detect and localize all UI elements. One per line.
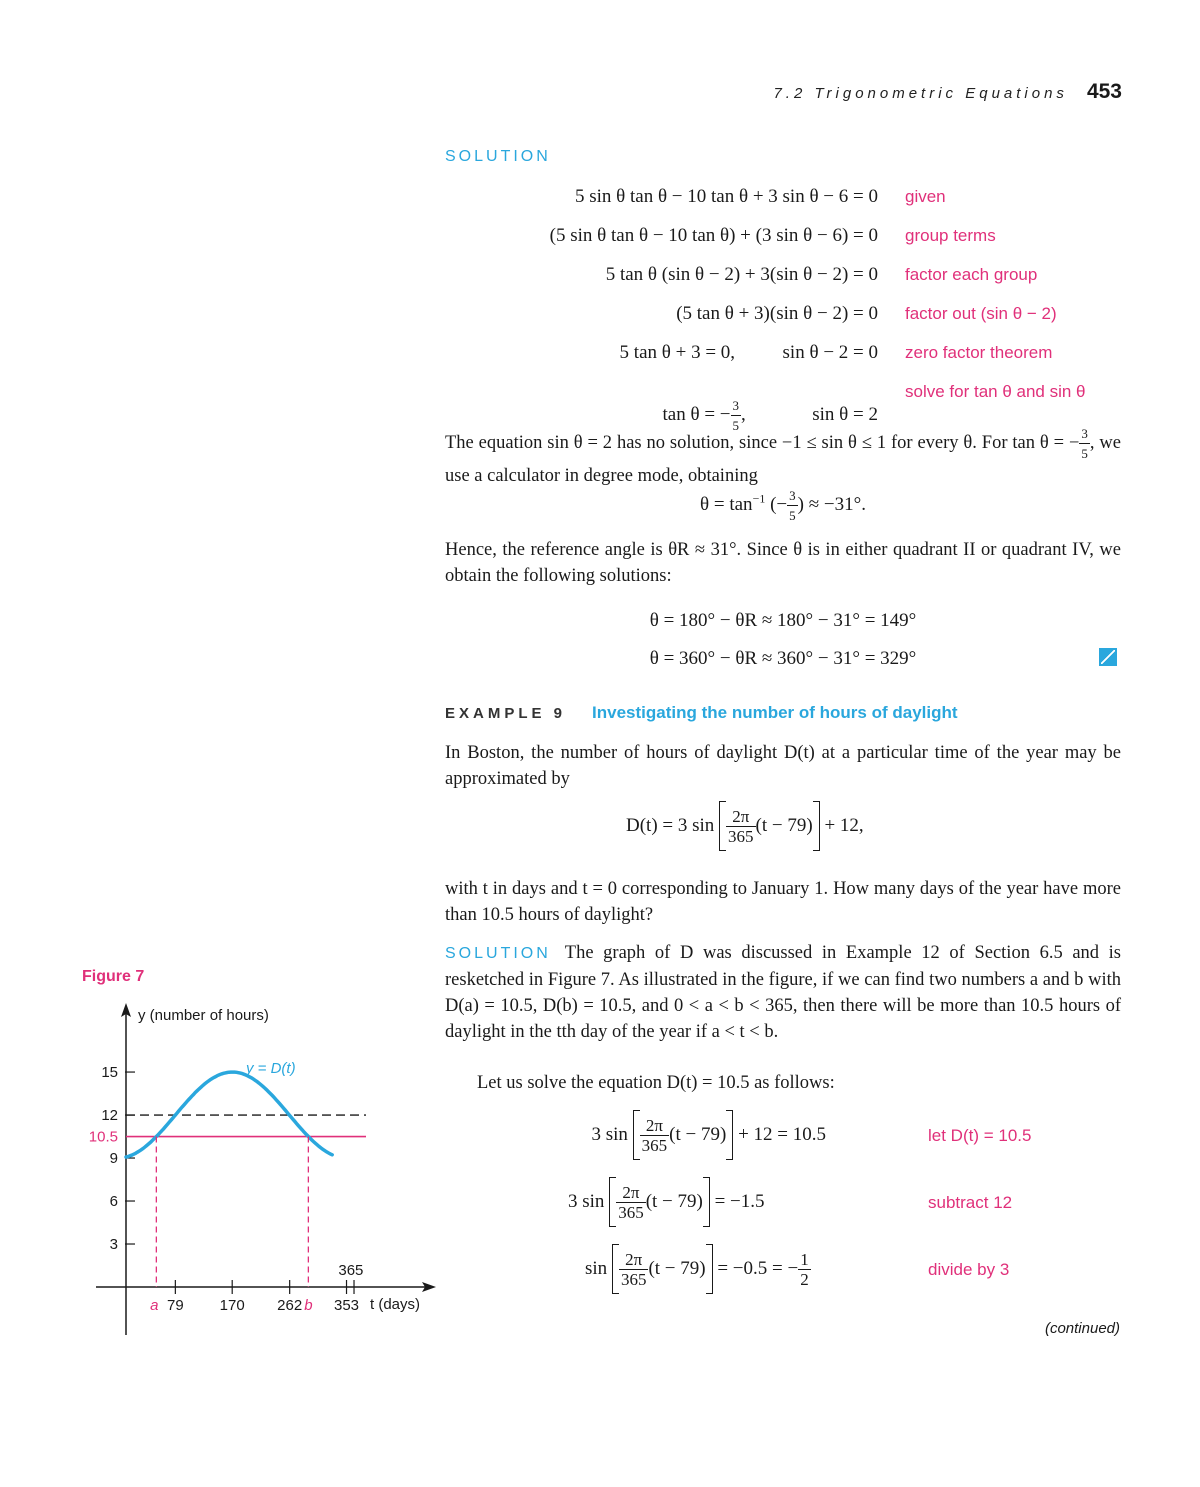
fraction-denominator: 365 bbox=[728, 826, 754, 846]
fraction-numerator: 3 bbox=[787, 486, 798, 506]
formula-right: + 12, bbox=[824, 815, 864, 836]
solve-step bbox=[591, 1110, 826, 1160]
equation-part: ) ≈ −31°. bbox=[797, 493, 866, 515]
y-tick-label: 9 bbox=[109, 1150, 118, 1168]
page-number: 453 bbox=[1086, 80, 1122, 103]
equation-note: group terms bbox=[905, 226, 996, 245]
equation-part: (− bbox=[765, 493, 788, 515]
equation-part: tan θ = − bbox=[662, 403, 731, 425]
equation-note: factor each group bbox=[905, 265, 1038, 284]
daylight-chart bbox=[70, 995, 450, 1340]
fraction bbox=[1079, 424, 1090, 463]
equation-part: θ = tan bbox=[700, 493, 753, 515]
equation-note: given bbox=[905, 187, 946, 206]
right-bracket bbox=[703, 1177, 710, 1227]
step-pre: 3 sin bbox=[568, 1191, 605, 1212]
step-post: = −1.5 bbox=[714, 1191, 765, 1212]
equation-note: zero factor theorem bbox=[905, 343, 1053, 362]
x-tick-label: 170 bbox=[219, 1297, 245, 1314]
fraction-numerator: 3 bbox=[1079, 424, 1090, 444]
equation-step: 5 tan θ (sin θ − 2) + 3(sin θ − 2) = 0 bbox=[605, 264, 878, 285]
fraction bbox=[619, 1250, 649, 1289]
fraction-numerator: 2π bbox=[726, 807, 756, 827]
fraction-numerator: 2π bbox=[616, 1183, 646, 1203]
step-note: divide by 3 bbox=[928, 1260, 1010, 1279]
left-bracket bbox=[612, 1244, 619, 1294]
equation-step: 5 sin θ tan θ − 10 tan θ + 3 sin θ − 6 = 0 bbox=[574, 186, 878, 207]
fraction-numerator: 1 bbox=[800, 1249, 809, 1269]
step-note: let D(t) = 10.5 bbox=[928, 1126, 1032, 1145]
equation-step: 5 tan θ + 3 = 0, sin θ − 2 = 0 bbox=[619, 342, 878, 363]
fraction-denominator: 5 bbox=[1081, 446, 1088, 461]
step-inner: (t − 79) bbox=[648, 1258, 706, 1279]
paragraph: with t in days and t = 0 corresponding to January 1. How many days of the year have more than 10.5 hours of daylight? bbox=[445, 879, 1121, 925]
fraction-numerator: 2π bbox=[619, 1250, 649, 1270]
x-tick-label: 79 bbox=[167, 1297, 184, 1314]
step-pre: 3 sin bbox=[591, 1124, 628, 1145]
formula-left: D(t) = 3 sin bbox=[626, 815, 715, 836]
paragraph bbox=[445, 424, 1121, 489]
left-bracket bbox=[609, 1177, 616, 1227]
x-tick-label: 353 bbox=[334, 1297, 360, 1314]
equation-step: (5 tan θ + 3)(sin θ − 2) = 0 bbox=[676, 303, 878, 324]
centered-equation bbox=[445, 486, 1121, 525]
y-tick-label: 3 bbox=[109, 1236, 118, 1254]
y-axis-label: y (number of hours) bbox=[138, 1007, 269, 1024]
result-equation: θ = 180° − θR ≈ 180° − 31° = 149° bbox=[649, 610, 917, 631]
figure-label: Figure 7 bbox=[82, 968, 145, 985]
equation-part: , sin θ = 2 bbox=[741, 403, 878, 425]
solution-label: SOLUTION bbox=[445, 148, 551, 165]
y-tick-label: 15 bbox=[101, 1064, 118, 1082]
y-tick-label: 6 bbox=[109, 1193, 118, 1211]
y-tick-label: 10.5 bbox=[88, 1128, 118, 1146]
paragraph: In Boston, the number of hours of daylight D(t) at a particular time of the year may be approximated by bbox=[445, 743, 1121, 789]
marker-b: b bbox=[304, 1297, 313, 1314]
example-title: Investigating the number of hours of daylight bbox=[592, 703, 958, 722]
running-header bbox=[0, 80, 1122, 104]
end-of-solution-icon bbox=[1099, 648, 1117, 666]
fraction-numerator: 3 bbox=[731, 396, 742, 416]
fraction bbox=[616, 1183, 646, 1222]
left-bracket bbox=[633, 1110, 640, 1160]
step-post: + 12 = 10.5 bbox=[738, 1124, 826, 1145]
right-bracket bbox=[813, 801, 820, 851]
fraction-denominator: 5 bbox=[732, 418, 739, 433]
step-inner: (t − 79) bbox=[669, 1124, 727, 1145]
paragraph: Hence, the reference angle is θR ≈ 31°. Since θ is in either quadrant II or quadrant IV, we obtain the following solutions: bbox=[445, 540, 1121, 586]
fraction bbox=[798, 1250, 811, 1289]
continued-note: (continued) bbox=[1044, 1320, 1120, 1337]
paragraph bbox=[445, 940, 1121, 1045]
fraction-denominator: 365 bbox=[618, 1202, 644, 1222]
curve-label: y = D(t) bbox=[246, 1060, 296, 1077]
equation-step: (5 sin θ tan θ − 10 tan θ) + (3 sin θ − 6) = 0 bbox=[549, 225, 878, 246]
result-equation: θ = 360° − θR ≈ 360° − 31° = 329° bbox=[649, 648, 917, 669]
right-bracket bbox=[726, 1110, 733, 1160]
x-tick-label: 365 bbox=[338, 1262, 364, 1279]
section-title: 7.2 Trigonometric Equations bbox=[773, 85, 1068, 102]
fraction bbox=[640, 1116, 670, 1155]
example-label: EXAMPLE 9 bbox=[445, 705, 567, 722]
x-axis-label: t (days) bbox=[370, 1296, 421, 1313]
fraction-denominator: 365 bbox=[620, 1269, 647, 1289]
marker-a: a bbox=[150, 1297, 159, 1314]
fraction bbox=[787, 486, 798, 525]
step-inner: (t − 79) bbox=[645, 1191, 703, 1212]
equation-superscript: −1 bbox=[752, 491, 766, 506]
example-heading bbox=[445, 702, 958, 723]
chart-root bbox=[89, 1003, 436, 1335]
left-bracket bbox=[719, 801, 726, 851]
equation-note: factor out (sin θ − 2) bbox=[905, 304, 1057, 323]
solve-step bbox=[568, 1177, 765, 1227]
fraction bbox=[726, 807, 756, 846]
fraction-denominator: 365 bbox=[641, 1135, 668, 1155]
x-tick-label: 262 bbox=[277, 1297, 303, 1314]
formula-inner: (t − 79) bbox=[755, 815, 813, 836]
step-note: subtract 12 bbox=[928, 1193, 1013, 1212]
step-post: = −0.5 = − bbox=[717, 1258, 799, 1279]
solve-step bbox=[585, 1244, 811, 1294]
fraction-denominator: 2 bbox=[800, 1269, 809, 1289]
fraction-denominator: 5 bbox=[789, 508, 796, 523]
solution-label: SOLUTION bbox=[445, 945, 551, 962]
paragraph-text: The graph of D was discussed in Example 12 of Section 6.5 and is resketched in Figure 7. As illustrated in the figure, if we can find two numbers a and b with D(a) = 10.5, D(b) = 10.5, and 0 < a < b < 365, then there will be more than 10.5 hours of daylight in the tth day of the year if a < t < b. bbox=[445, 943, 1121, 1042]
right-bracket bbox=[706, 1244, 713, 1294]
paragraph-text: , we use a calculator in degree mode, obtaining bbox=[445, 432, 1121, 486]
fraction-numerator: 2π bbox=[640, 1116, 670, 1136]
equation-note: solve for tan θ and sin θ bbox=[905, 382, 1086, 401]
step-pre: sin bbox=[585, 1258, 608, 1279]
paragraph-text: The equation sin θ = 2 has no solution, since −1 ≤ sin θ ≤ 1 for every θ. For tan θ = − bbox=[445, 432, 1080, 453]
y-tick-label: 12 bbox=[101, 1107, 118, 1125]
paragraph: Let us solve the equation D(t) = 10.5 as follows: bbox=[477, 1073, 835, 1093]
daylight-formula bbox=[626, 801, 864, 851]
